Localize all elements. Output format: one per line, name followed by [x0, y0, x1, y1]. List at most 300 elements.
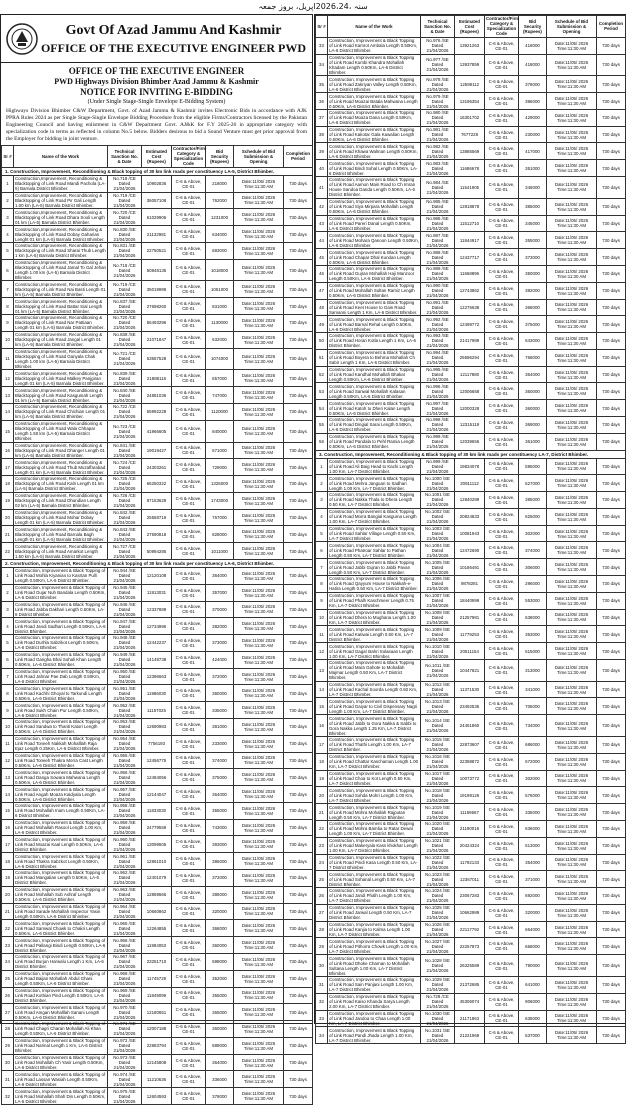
row-sr: 9 [2, 315, 14, 332]
row-work-name: Construction, Improvement & Black Topping of Link Road Makeryala Kass khokhar Length 1.00 Km, LA-7 District Bhimber. [328, 837, 421, 854]
table-row [316, 993, 626, 1010]
row-work-name: Construction,Improvement, Reconditioning & Blacktopping of Link Road Mohar Dobay Length 01 km (LA-5) Barnala District Bhimber. [14, 509, 108, 526]
row-period: 730 days [597, 837, 626, 854]
row-bid-security: 373000 [206, 635, 234, 652]
row-bid-security: 385000 [519, 492, 547, 509]
row-work-name: Construction, Improvement & Black Topping of Link Road Mohla Kiyanian to Kasrtan Pulli Length 0.50Km, LA-6 District Bhimber. [14, 567, 108, 584]
row-work-name: Construction,Improvement, Reconditioning & Blacktopping of Link Road Ganyala Chak Length 1.00 km (LA-5) Barnala District Bhimber. [14, 348, 108, 370]
row-period: 730 days [284, 1071, 313, 1088]
row-bid-security: 350000 [519, 265, 547, 282]
row-bid-security: 365000 [206, 1004, 234, 1021]
row-period: 730 days [284, 735, 313, 752]
row-work-name: Construction, Improvement & Black Topping of Link Road Mohallah Sub Ashraf Length 0.50Km, LA-6 District Bhimber. [14, 886, 108, 903]
row-period: 730 days [284, 509, 313, 526]
row-period: 730 days [597, 160, 626, 177]
row-schedule: Date:11/05/ 2026 Time:11:30 AM [234, 769, 284, 786]
table-row [2, 1088, 313, 1105]
row-category: C-6 & Above, CE-01 [172, 492, 206, 509]
row-work-name: Construction, Improvement & Black Topping of Link Road Samwal Chowk to Chakri Length 0.50Km, LA-6 District Bhimber. [14, 920, 108, 937]
table-row [316, 559, 626, 576]
row-sr: 2 [316, 475, 328, 492]
row-bid-security: 360000 [519, 400, 547, 417]
row-sr: 6 [2, 259, 14, 281]
table-row [2, 953, 313, 970]
row-sr: 3 [316, 492, 328, 509]
row-sr: 10 [2, 719, 14, 736]
table-row [2, 567, 313, 584]
row-estimated-cost: 50994285 [142, 543, 172, 560]
row-ts-number: No.723 /CE Dated 21/04/2026 [108, 420, 142, 442]
row-period: 730 days [597, 282, 626, 299]
table-row [316, 659, 626, 681]
row-period: 730 days [284, 752, 313, 769]
row-estimated-cost: 10081943 [455, 525, 485, 542]
row-schedule: Date:11/05/ 2026 Time:11:30 AM [234, 786, 284, 803]
row-period: 730 days [284, 635, 313, 652]
row-ts-number: No.724 /CE Dated 21/04/2026 [108, 459, 142, 476]
row-period: 730 days [284, 601, 313, 618]
table-row [2, 226, 313, 243]
row-bid-security: 705000 [519, 698, 547, 715]
row-bid-security: 345000 [519, 215, 547, 232]
row-bid-security: 1325000 [206, 476, 234, 493]
row-ts-number: No.720 /CE Dated 21/04/2026 [108, 315, 142, 332]
table-row [316, 232, 626, 249]
row-estimated-cost: 22398872 [455, 753, 485, 770]
table-row [316, 643, 626, 660]
row-work-name: Construction, Improvement & Black Topping of Link Road Morra Bangial Kasguma Length 1.00 Km, LA-7 District Bhimber. [328, 508, 421, 525]
row-schedule: Date:11/05/ 2026 Time:11:30 AM [547, 955, 597, 977]
row-ts-number: No.992 /SE Dated 21/04/2026 [421, 316, 455, 333]
row-work-name: Construction,Improvement, Reconditioning & Blacktopping of Link Road Sharai Thub Length 1 km (LA-5) Barnala District Bhimber. [15, 243, 106, 259]
row-category: C-6 & Above, CE-01 [172, 259, 206, 281]
row-ts-number: No.969 /SE Dated 21/04/2026 [108, 987, 142, 1004]
row-ts-number: No.968 /SE Dated 21/04/2026 [108, 970, 142, 987]
row-work-name: Construction, Improvement & Black Topping of Link Road Katoh to Dheri Kalan Length 0.50Km, LA-6 District Bhimber. [328, 400, 421, 417]
table-row [2, 315, 313, 332]
row-ts-number: No.718 /CE Dated 21/04/2026 [108, 175, 142, 192]
row-period: 730 days [597, 592, 626, 609]
row-work-name: Construction, Improvement & Black Topping of Link Road Moazai Kaal Length 0.50Km, LA-6 District Bhimber. [14, 836, 108, 853]
row-work-name: Construction,Improvement, Reconditioning & Blacktopping of Link Road Battar Sial Length 01 km (LA-5) Barnala District Bhimber. [14, 298, 108, 315]
row-category: C-6 & Above, CE-01 [485, 177, 519, 199]
row-period: 730 days [597, 904, 626, 921]
row-category: C-6 & Above, CE-01 [485, 416, 519, 433]
row-ts-number: No.1008 /SE Dated 21/04/2026 [421, 609, 455, 626]
table-row [316, 804, 626, 821]
row-estimated-cost: 50848135 [142, 259, 172, 281]
row-work-name: Construction, Improvement & Black Topping of Link Road Boyera to Behrna Mohallah Ch Sabir Length 1 Km, LA-6 District Bhimber. [328, 349, 421, 366]
row-sr: 28 [316, 921, 328, 938]
row-schedule: Date:11/05/ 2026 Time:11:30 AM [234, 442, 284, 459]
row-period: 730 days [284, 618, 313, 635]
row-sr: 20 [2, 886, 14, 903]
row-category: C-6 & Above, CE-01 [172, 567, 206, 584]
row-estimated-cost: 24881036 [142, 387, 172, 404]
row-schedule: Date:11/05/ 2026 Time:11:30 AM [547, 143, 597, 160]
row-work-name: Construction, Improvement & Black Topping of Link Road Pandala to Pehl Ramia Length 0.50Km, LA-6 District Bhimber. [328, 433, 421, 450]
table-row [2, 175, 313, 192]
row-sr: 38 [316, 126, 328, 143]
row-work-name: Construction,Improvement, Reconditioning & Blacktopping of Link Road Kalri Length 01 km (LA-5) Barnala District Bhimber. [14, 476, 108, 493]
row-period: 730 days [284, 836, 313, 853]
row-category: C-6 & Above, CE-01 [485, 475, 519, 492]
row-period: 730 days [284, 1054, 313, 1071]
row-ts-number: No.1031 /SE Dated 21/04/2026 [421, 1027, 455, 1044]
table-row [316, 542, 626, 559]
row-schedule: Date:11/05/ 2026 Time:11:30 AM [234, 192, 284, 209]
row-work-name: Construction, Improvement & Black Topping of Link Road Durhla Sabzikot Length 0.50Km, LA-6 District Bhimber. [14, 635, 108, 652]
row-work-name: Construction, Improvement & Black Topping of Link Road Kaiso Khanda Sarya Length 2.00 Km, LA-7 District Bhimber. [328, 993, 421, 1010]
row-estimated-cost: 12472690 [455, 542, 485, 559]
row-estimated-cost: 9878281 [455, 576, 485, 593]
row-schedule: Date:11/05/ 2026 Time:11:30 AM [547, 871, 597, 888]
row-category: C-6 & Above, CE-01 [172, 836, 206, 853]
row-estimated-cost: 19199126 [455, 787, 485, 804]
row-schedule: Date:11/05/ 2026 Time:11:30 AM [547, 93, 597, 110]
row-bid-security: 636000 [519, 820, 547, 837]
row-category: C-6 & Above, CE-01 [172, 886, 206, 903]
row-ts-number: No.958 /SE Dated 21/04/2026 [108, 802, 142, 819]
row-work-name: Construction, Improvement & Black Topping of Link Road Jandoa to Chaa Length 1.00 Km, LA-7 District Bhimber. [328, 1010, 421, 1027]
row-estimated-cost: 24303261 [142, 459, 172, 476]
row-schedule: Date:11/05/ 2026 Time:11:30 AM [547, 525, 597, 542]
row-category: C-6 & Above, CE-01 [485, 1027, 519, 1044]
row-category: C-6 & Above, CE-01 [172, 242, 206, 259]
row-work-name: Construction, Improvement & Black Topping of Link Road Pithorra Chowk Length 1.00 Km, LA-7 District Bhimber. [328, 938, 421, 955]
row-ts-number: No.837 /SE Dated 21/04/2026 [108, 298, 142, 315]
table-row [316, 333, 626, 350]
row-schedule: Date:11/05/ 2026 Time:11:30 AM [234, 819, 284, 836]
row-category: C-6 & Above, CE-01 [485, 993, 519, 1010]
row-category: C-6 & Above, CE-01 [485, 871, 519, 888]
row-period: 730 days [597, 198, 626, 215]
row-bid-security: 613000 [519, 837, 547, 854]
row-schedule: Date:11/05/ 2026 Time:11:30 AM [234, 259, 284, 281]
table-row [2, 420, 313, 442]
row-period: 730 days [597, 232, 626, 249]
row-ts-number: No.944 /SE Dated 21/04/2026 [108, 567, 142, 584]
row-bid-security: 370000 [206, 601, 234, 618]
row-category: C-6 & Above, CE-01 [485, 54, 519, 76]
row-sr: 20 [2, 509, 14, 526]
row-period: 730 days [597, 820, 626, 837]
row-bid-security: 429000 [519, 109, 547, 126]
row-work-name: Construction, Improvement & Black Topping of Link Road Sohanal Length 0.50 Km, LA-7 District Bhimber. [328, 871, 421, 888]
row-work-name: Construction, Improvement & Black Topping of Link Road Toneeh Thakra Morra Cast Length 0.50Km, LA-6 District Bhimber. [14, 752, 108, 769]
row-sr: 26 [2, 987, 14, 1004]
row-schedule: Date:11/05/ 2026 Time:11:30 AM [547, 921, 597, 938]
row-category: C-6 & Above, CE-01 [485, 37, 519, 54]
row-work-name: Construction, Improvement & Black Topping of Link Road Pareri Danal Length 0.50Km, LA-6 District Bhimber. [328, 215, 421, 232]
row-bid-security: 643000 [519, 333, 547, 350]
table-row [316, 160, 626, 177]
row-work-name: Construction, Improvement & Black Topping of Link Road Katiwai Length 0.50 Km, LA-7 District Bhimber. [328, 626, 421, 643]
table-row [2, 719, 313, 736]
row-bid-security: 840000 [206, 420, 234, 442]
row-sr: 7 [316, 559, 328, 576]
row-sr: 11 [2, 735, 14, 752]
row-estimated-cost: 12000328 [455, 400, 485, 417]
row-estimated-cost: 23251710 [142, 953, 172, 970]
row-period: 730 days [597, 976, 626, 993]
row-estimated-cost: 12315119 [455, 416, 485, 433]
row-period: 730 days [284, 526, 313, 543]
row-sr: 51 [316, 349, 328, 366]
row-estimated-cost: 12180651 [142, 1004, 172, 1021]
row-sr: 30 [2, 1054, 14, 1071]
row-schedule: Date:11/05/ 2026 Time:11:30 AM [547, 715, 597, 737]
row-schedule: Date:11/05/ 2026 Time:11:30 AM [547, 753, 597, 770]
row-ts-number: No.984 /SE Dated 21/04/2026 [421, 177, 455, 199]
row-estimated-cost: 10660862 [142, 903, 172, 920]
row-period: 730 days [597, 715, 626, 737]
row-schedule: Date:11/05/ 2026 Time:11:30 AM [547, 698, 597, 715]
row-ts-number: No.955 /SE Dated 21/04/2026 [108, 752, 142, 769]
row-work-name: Construction, Improvement & Black Topping of Link Road Jandi Sadhari Length 0.50Km, LA-6 District Bhimber. [15, 618, 106, 634]
row-work-name: Construction, Improvement & Black Topping of Link Road Pindi Kasa Length 0.50 Km, LA-7 District Bhimber. [328, 854, 421, 871]
row-period: 730 days [597, 854, 626, 871]
row-work-name: Construction, Improvement & Black Topping of Link Road Zakriyan Valley Length 0.50Km, LA-6 District Bhimber. [328, 76, 421, 93]
row-estimated-cost: 19019427 [142, 442, 172, 459]
row-ts-number: No.977 /SE Dated 21/04/2026 [421, 54, 455, 76]
row-schedule: Date:11/05/ 2026 Time:11:30 AM [547, 198, 597, 215]
row-work-name: Construction, Improvement & Black Topping of Link Road Chagri Charan Mohallah Ali Khan Length 0.50Km, LA-6 District Bhimber. [14, 1021, 108, 1038]
row-sr: 10 [316, 609, 328, 626]
row-category: C-6 & Above, CE-01 [485, 366, 519, 383]
row-bid-security: 637000 [519, 1027, 547, 1044]
table-row [316, 366, 626, 383]
row-sr: 9 [316, 592, 328, 609]
row-sr: 16 [2, 442, 14, 459]
col-ts: Technical Sanction No. & Date [108, 146, 142, 168]
notice-block [1, 63, 312, 145]
row-work-name: Construction, Improvement & Black Topping of Link Road Pandi Jhada Length 1.00 Km, LA-7 District Bhimber. [328, 1027, 421, 1044]
row-bid-security: 382000 [206, 618, 234, 635]
table-row [2, 259, 313, 281]
row-bid-security: 790000 [519, 955, 547, 977]
row-work-name: Construction, Improvement & Black Topping of Link Road Kachhi Ghoyal to Tarkundi Length 0.50Km, LA-6 District Bhimber. [14, 685, 108, 702]
row-bid-security: 627000 [519, 475, 547, 492]
row-bid-security: 641000 [519, 976, 547, 993]
row-bid-security: 638000 [519, 609, 547, 626]
table-row [316, 109, 626, 126]
row-work-name: Construction, Improvement & Black Topping of Link Road Mohallah Sultan Ramiz Length 0.50Km, LA-6 District Bhimber. [328, 282, 421, 299]
row-ts-number: No.989 /SE Dated 21/04/2026 [421, 265, 455, 282]
row-work-name: Construction,Improvement, Reconditioning & Blacktopping of Link Road Chichian Length 01 km (LA-5) Barnala District Bhimber. [14, 403, 108, 420]
row-estimated-cost: 56493296 [142, 315, 172, 332]
row-period: 730 days [597, 299, 626, 316]
row-sr: 18 [2, 476, 14, 493]
row-ts-number: No.718 /CE Dated 21/04/2026 [108, 259, 142, 281]
row-sr: 5 [316, 525, 328, 542]
row-category: C-6 & Above, CE-01 [172, 1054, 206, 1071]
row-category: C-6 & Above, CE-01 [485, 804, 519, 821]
row-sr: 47 [316, 282, 328, 299]
row-schedule: Date:11/05/ 2026 Time:11:30 AM [547, 109, 597, 126]
row-period: 730 days [597, 265, 626, 282]
row-category: C-6 & Above, CE-01 [485, 126, 519, 143]
row-category: C-6 & Above, CE-01 [172, 348, 206, 370]
row-ts-number: No.986 /SE Dated 21/04/2026 [421, 215, 455, 232]
row-period: 730 days [597, 737, 626, 754]
table-row [316, 37, 626, 54]
notice-paragraph: Highways Division Bhimber C&W Department, Govt. of Azad Jammu & Kashmir invites Electronic Bids in accordance with AJK PPRA Rules 2024 as per Single Stage-Single Envelope Bidding Procedure from the eligible Firms/Contractors licensed by the Pakistan Engineering Council and having enlistment in C&W Department Govt. AJ&K for F.Y 2025-26 in appropriate category with specialization code in terms as reflected in column No.5 below. Bidders desirous to bid a Sound Venture must get prior approval from the Employer for bidding in joint venture. [6, 108, 307, 142]
row-schedule: Date:11/05/ 2026 Time:11:30 AM [547, 1010, 597, 1027]
row-estimated-cost: 11792133 [455, 854, 485, 871]
row-period: 730 days [284, 315, 313, 332]
row-period: 730 days [284, 298, 313, 315]
row-schedule: Date:11/05/ 2026 Time:11:30 AM [234, 331, 284, 348]
row-ts-number: No.831 /SE Dated 21/04/2026 [108, 242, 142, 259]
row-work-name: Construction,Improvement, Reconditioning & Blacktopping of Link Road Jamal To Gal Jehan Length 1.00 km (LA-5) Barnala District Bhimber. [15, 260, 106, 281]
table-row [316, 143, 626, 160]
row-schedule: Date:11/05/ 2026 Time:11:30 AM [234, 752, 284, 769]
row-schedule: Date:11/05/ 2026 Time:11:30 AM [234, 584, 284, 601]
col-period: Completion Period [284, 146, 313, 168]
row-period: 730 days [284, 886, 313, 903]
table-row [316, 888, 626, 905]
row-category: C-6 & Above, CE-01 [485, 400, 519, 417]
row-work-name: Construction, Improvement & Black Topping of Link Road Phatroar Sahlar to Pathan Length 0.50 Km, LA-7 District Bhimber. [328, 542, 421, 559]
row-schedule: Date:11/05/ 2026 Time:11:30 AM [234, 1021, 284, 1038]
row-schedule: Date:11/05/ 2026 Time:11:30 AM [234, 836, 284, 853]
col-security: Bid Security (Rupees) [519, 16, 547, 38]
col-security: Bid Security (Rupees) [206, 146, 234, 168]
row-sr: 17 [2, 459, 14, 476]
row-estimated-cost: 13196354 [455, 93, 485, 110]
row-work-name: Construction, Improvement & Black Topping of Link Road Mohallah Inam Length 0.50Km, LA-6 District Bhimber. [14, 802, 108, 819]
row-category: C-6 & Above, CE-01 [172, 209, 206, 226]
row-schedule: Date:11/05/ 2026 Time:11:30 AM [547, 54, 597, 76]
table-row [2, 702, 313, 719]
row-sr: 4 [2, 618, 14, 635]
table-row [316, 93, 626, 110]
row-sr: 29 [2, 1037, 14, 1054]
row-category: C-6 & Above, CE-01 [485, 282, 519, 299]
section-heading-row [316, 450, 626, 458]
row-schedule: Date:11/05/ 2026 Time:11:30 AM [547, 854, 597, 871]
row-work-name: Construction, Improvement & Black Topping of Link Road Aamon Main Road to Ch Imran House Sandoa Danda Length 0.50Km, LA-6 District Bhimber. [328, 177, 421, 199]
row-category: C-6 & Above, CE-01 [172, 668, 206, 685]
row-schedule: Date:11/05/ 2026 Time:11:30 AM [234, 226, 284, 243]
row-schedule: Date:11/05/ 2026 Time:11:30 AM [234, 476, 284, 493]
row-category: C-6 & Above, CE-01 [485, 576, 519, 593]
row-period: 730 days [284, 226, 313, 243]
row-period: 730 days [597, 659, 626, 681]
row-sr: 21 [2, 526, 14, 543]
row-estimated-cost: 12144047 [142, 786, 172, 803]
table-row [316, 938, 626, 955]
row-category: C-6 & Above, CE-01 [485, 976, 519, 993]
col-schedule: Schedule of Bid Submission & Opening [234, 146, 284, 168]
row-estimated-cost: 23492535 [455, 698, 485, 715]
govt-title: Govt Of Azad Jammu And Kashmir [65, 22, 282, 38]
row-category: C-6 & Above, CE-01 [485, 333, 519, 350]
row-period: 730 days [284, 403, 313, 420]
row-schedule: Date:11/05/ 2026 Time:11:30 AM [234, 242, 284, 259]
table-row [316, 854, 626, 871]
row-ts-number: No.841 /SE Dated 21/04/2026 [108, 442, 142, 459]
row-schedule: Date:11/05/ 2026 Time:11:30 AM [234, 370, 284, 387]
row-sr: 2 [2, 192, 14, 209]
row-ts-number: No.947 /SE Dated 21/04/2026 [108, 618, 142, 635]
row-ts-number: No.957 /SE Dated 21/04/2026 [108, 786, 142, 803]
row-sr: 13 [2, 387, 14, 404]
row-ts-number: No.1002 /SE Dated 21/04/2026 [421, 508, 455, 525]
row-bid-security: 1120000 [206, 403, 234, 420]
row-sr: 4 [316, 508, 328, 525]
row-category: C-6 & Above, CE-01 [485, 232, 519, 249]
row-estimated-cost: 11541905 [455, 177, 485, 199]
row-ts-number: No.727 /CE Dated 21/04/2026 [108, 543, 142, 560]
row-work-name: Construction, Improvement & Black Topping of Link Road Horan Kotla Length 1 Km, LA-6 District Bhimber. [328, 333, 421, 350]
row-ts-number: No.1029 /SE Dated 21/04/2026 [421, 976, 455, 993]
row-bid-security: 768000 [519, 349, 547, 366]
table-row [316, 475, 626, 492]
row-work-name: Construction, Improvement & Black Topping of Link Road Sain Panjani Length 1.00 Km, LA-7 District Bhimber. [328, 976, 421, 993]
row-bid-security: 320000 [519, 904, 547, 921]
row-estimated-cost: 20911112 [455, 475, 485, 492]
row-bid-security: 375000 [206, 769, 234, 786]
row-sr: 15 [2, 420, 14, 442]
row-period: 730 days [284, 348, 313, 370]
row-ts-number: No.1006 /SE Dated 21/04/2026 [421, 576, 455, 593]
table-row [316, 215, 626, 232]
row-estimated-cost: 12396663 [142, 668, 172, 685]
row-bid-security: 335000 [206, 702, 234, 719]
row-schedule: Date:11/05/ 2026 Time:11:30 AM [547, 366, 597, 383]
table-row [2, 635, 313, 652]
row-ts-number: No.830 /SE Dated 21/04/2026 [108, 226, 142, 243]
row-sr: 10 [2, 331, 14, 348]
row-schedule: Date:11/05/ 2026 Time:11:30 AM [547, 349, 597, 366]
row-bid-security: 346000 [519, 177, 547, 199]
row-category: C-6 & Above, CE-01 [485, 215, 519, 232]
row-period: 730 days [284, 584, 313, 601]
row-period: 730 days [597, 249, 626, 266]
row-category: C-6 & Above, CE-01 [485, 643, 519, 660]
row-ts-number: No.1016 /SE Dated 21/04/2026 [421, 753, 455, 770]
row-period: 730 days [284, 281, 313, 298]
row-schedule: Date:11/05/ 2026 Time:11:30 AM [234, 175, 284, 192]
row-period: 730 days [284, 459, 313, 476]
row-work-name: Construction, Improvement & Black Topping of Link Road Narinal Length 1 Km, LA-6 District Bhimber. [14, 1037, 108, 1054]
row-sr: 16 [316, 715, 328, 737]
table-row [316, 871, 626, 888]
table-row [316, 433, 626, 450]
row-schedule: Date:11/05/ 2026 Time:11:30 AM [547, 681, 597, 698]
row-sr: 16 [2, 819, 14, 836]
row-period: 730 days [597, 458, 626, 475]
row-category: C-6 & Above, CE-01 [172, 870, 206, 887]
table-row [316, 626, 626, 643]
row-category: C-6 & Above, CE-01 [485, 76, 519, 93]
row-bid-security: 335000 [519, 804, 547, 821]
row-estimated-cost: 24779559 [142, 819, 172, 836]
row-estimated-cost: 22873607 [455, 737, 485, 754]
row-category: C-6 & Above, CE-01 [172, 442, 206, 459]
row-period: 730 days [284, 331, 313, 348]
row-bid-security: 747000 [206, 387, 234, 404]
row-bid-security: 355000 [519, 232, 547, 249]
row-work-name: Construction, Improvement & Black Topping of Link Road Mehra Janguan to Sadhari Length 1.00 Km, LA-7 District Bhimber. [328, 475, 421, 492]
notice-title: NOTICE FOR INVITING E-BIDDING [80, 87, 233, 97]
row-category: C-6 & Above, CE-01 [485, 559, 519, 576]
row-schedule: Date:11/05/ 2026 Time:11:30 AM [234, 702, 284, 719]
row-bid-security: 1051000 [206, 281, 234, 298]
row-ts-number: No.976 /SE Dated 21/04/2026 [421, 37, 455, 54]
